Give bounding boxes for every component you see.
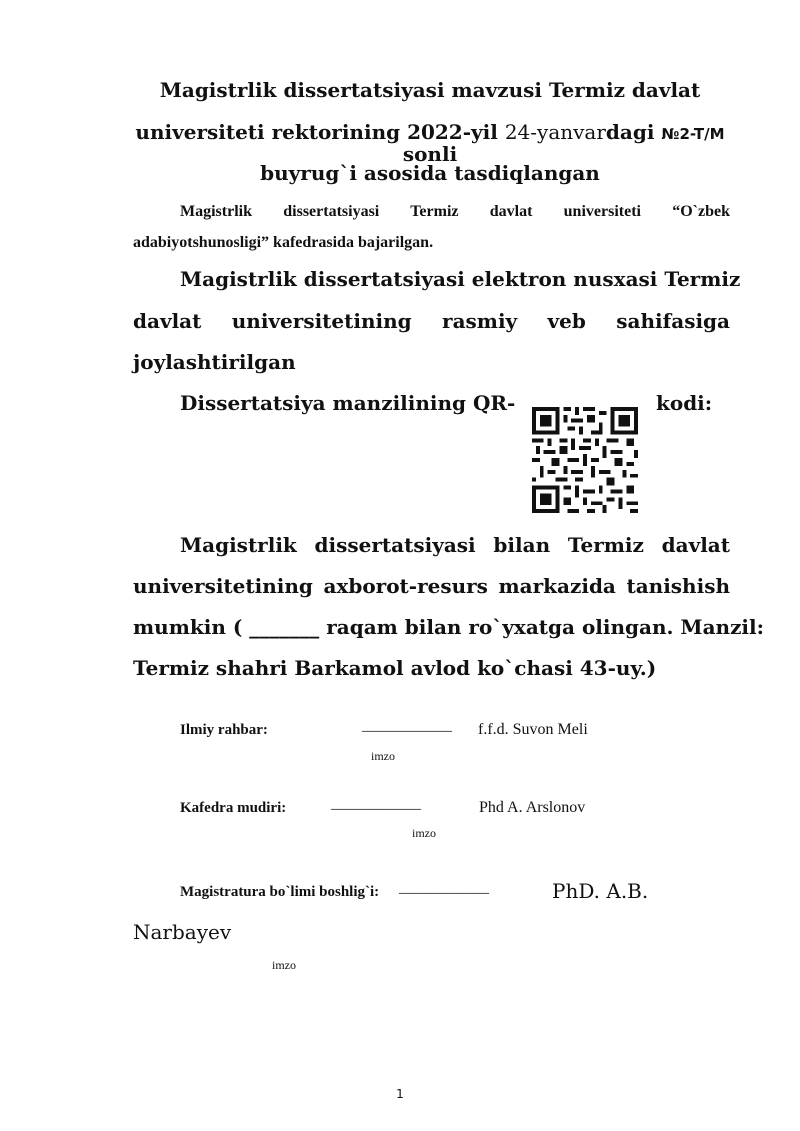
mudir-signature-line: ____________ — [331, 796, 421, 812]
rahbar-signature-line: ____________ — [362, 718, 452, 734]
mudir-name: Phd A. Arslonov — [479, 799, 586, 816]
boshliq-name-part-1: PhD. A.B. — [552, 879, 649, 903]
boshliq-label: Magistratura bo`limi boshlig`i: — [180, 884, 380, 900]
qr-caption-right: kodi: — [656, 391, 713, 415]
arm-line-3: mumkin ( _______ raqam bilan ro`yxatga olingan. Manzil: — [133, 615, 765, 639]
heading-line-3: buyrug`i asosida tasdiqlangan — [260, 161, 600, 185]
kafedra-line-1: Magistrlik dissertatsiyasi Termiz davlat universiteti “O`zbek — [180, 203, 730, 220]
elektron-line-1: Magistrlik dissertatsiyasi elektron nusxasi Termiz — [180, 267, 741, 291]
arm-line-2: universitetining axborot-resurs markazida tanishish — [133, 574, 730, 598]
qr-caption-left: Dissertatsiya manzilining QR- — [180, 391, 516, 415]
qr-code-icon — [528, 403, 642, 517]
rahbar-imzo: imzo — [371, 749, 395, 763]
heading-line-2: universiteti rektorining 2022-yil 24-yanvardagi №2-T/M sonli — [135, 120, 725, 166]
rahbar-label: Ilmiy rahbar: — [180, 722, 268, 738]
mudir-label: Kafedra mudiri: — [180, 800, 287, 816]
boshliq-name-part-2: Narbayev — [133, 920, 232, 944]
boshliq-imzo: imzo — [272, 958, 296, 972]
mudir-imzo: imzo — [412, 826, 436, 840]
elektron-line-2: davlat universitetining rasmiy veb sahifasiga — [133, 309, 730, 333]
arm-line-4: Termiz shahri Barkamol avlod ko`chasi 43-uy.) — [133, 656, 657, 680]
page-number: 1 — [396, 1087, 404, 1101]
heading-line-1: Magistrlik dissertatsiyasi mavzusi Termiz davlat — [159, 78, 701, 102]
elektron-line-3: joylashtirilgan — [133, 350, 296, 374]
arm-registration-blank: _______ — [249, 615, 320, 639]
arm-line-1: Magistrlik dissertatsiyasi bilan Termiz davlat — [180, 533, 730, 557]
kafedra-line-2: adabiyotshunosligi” kafedrasida bajarilgan. — [133, 234, 434, 251]
boshliq-signature-line: ____________ — [399, 880, 489, 896]
rahbar-name: f.f.d. Suvon Meli — [478, 721, 588, 738]
